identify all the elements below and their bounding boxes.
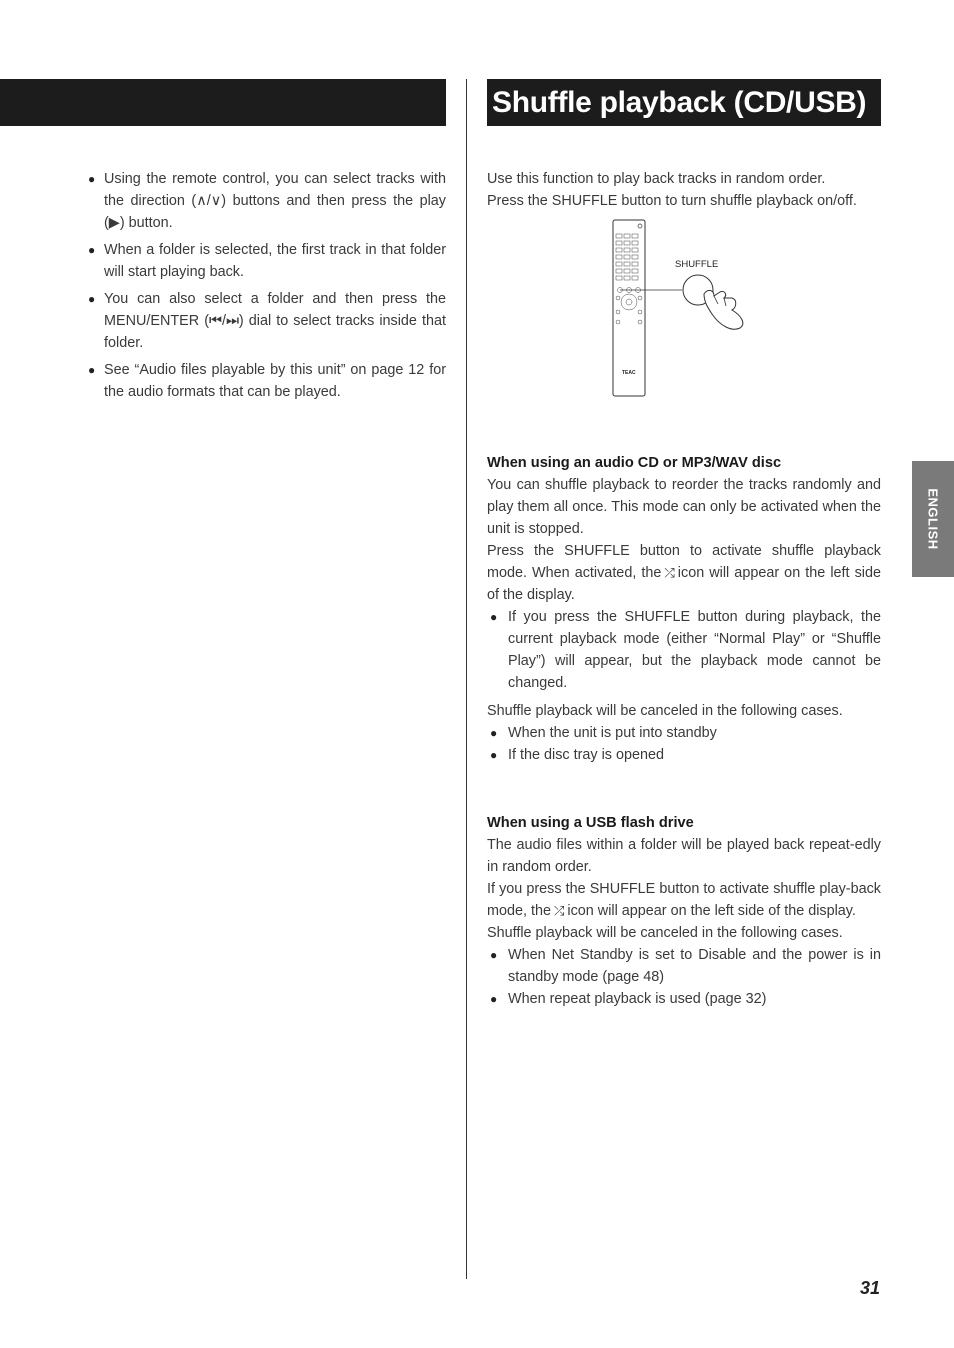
left-header-bar	[0, 79, 446, 126]
language-tab: ENGLISH	[912, 461, 954, 577]
bullet-icon: ●	[88, 172, 96, 186]
section-heading: When using a USB flash drive	[487, 815, 694, 831]
list-item: ● When Net Standby is set to Disable and the power is in standby mode (page 48)	[487, 944, 881, 988]
bullet-icon: ●	[88, 363, 96, 377]
intro-text: Use this function to play back tracks in random order. Press the SHUFFLE button to turn shuffle playback on/off.	[487, 171, 857, 209]
page-number: 31	[859, 1278, 880, 1298]
column-divider	[466, 79, 467, 1279]
list-item: ● When the unit is put into standby	[487, 722, 881, 744]
shuffle-label: SHUFFLE	[675, 259, 719, 270]
bullet-icon: ●	[490, 610, 498, 624]
bullet-icon: ●	[88, 243, 96, 257]
bullet-icon: ●	[490, 748, 498, 762]
list-item: ● Using the remote control, you can select tracks with the direction (∧/∨) buttons and then press the play (▶) button.	[88, 168, 446, 234]
left-column	[88, 168, 446, 408]
bullet-icon: ●	[490, 948, 498, 962]
remote-control-illustration	[600, 214, 760, 400]
list-item: ● When repeat playback is used (page 32)	[487, 988, 881, 1010]
bullet-icon: ●	[490, 726, 498, 740]
page-title: Shuffle playback (CD/USB)	[487, 79, 881, 126]
cd-section: When using an audio CD or MP3/WAV disc You can shuffle playback to reorder the tracks randomly and play them all once. This mode can only be activated when the unit is stopped. Press the SHUFFLE button to activate shuffle playback mode. When activated, the ⤮ icon will appear on the left side of the display. ● If you press the SHUFFLE button during playback, the current playback mode (either “Normal Play” or “Shuffle Play”) will appear, but the playback mode cannot be changed. Shuffle playback will be canceled in the following cases. ● When the unit is put into standby ● If the disc tray is opened	[487, 452, 881, 766]
section-heading: When using an audio CD or MP3/WAV disc	[487, 455, 782, 471]
bullet-icon: ●	[490, 992, 498, 1006]
brand-logo: TEAC	[622, 370, 636, 376]
shuffle-icon: ⤮	[554, 903, 565, 918]
shuffle-icon: ⤮	[664, 565, 675, 580]
list-item: ● See “Audio files playable by this unit” on page 12 for the audio formats that can be played.	[88, 359, 446, 403]
bullet-icon: ●	[88, 292, 96, 306]
list-item: ● When a folder is selected, the first track in that folder will start playing back.	[88, 239, 446, 283]
usb-section: When using a USB flash drive The audio files within a folder will be played back repeat-edly in random order. If you press the SHUFFLE button to activate shuffle play-back mode, the ⤮ icon will appear on the left side of the display. Shuffle playback will be canceled in the following cases. ● When Net Standby is set to Disable and the power is in standby mode (page 48) ● When repeat playback is used (page 32)	[487, 812, 881, 1010]
list-item: ● You can also select a folder and then press the MENU/ENTER (⏮/⏭) dial to select tracks inside that folder.	[88, 288, 446, 354]
list-item: ● If the disc tray is opened	[487, 744, 881, 766]
list-item: ● If you press the SHUFFLE button during playback, the current playback mode (either “Normal Play” or “Shuffle Play”) will appear, but the playback mode cannot be changed.	[487, 606, 881, 694]
